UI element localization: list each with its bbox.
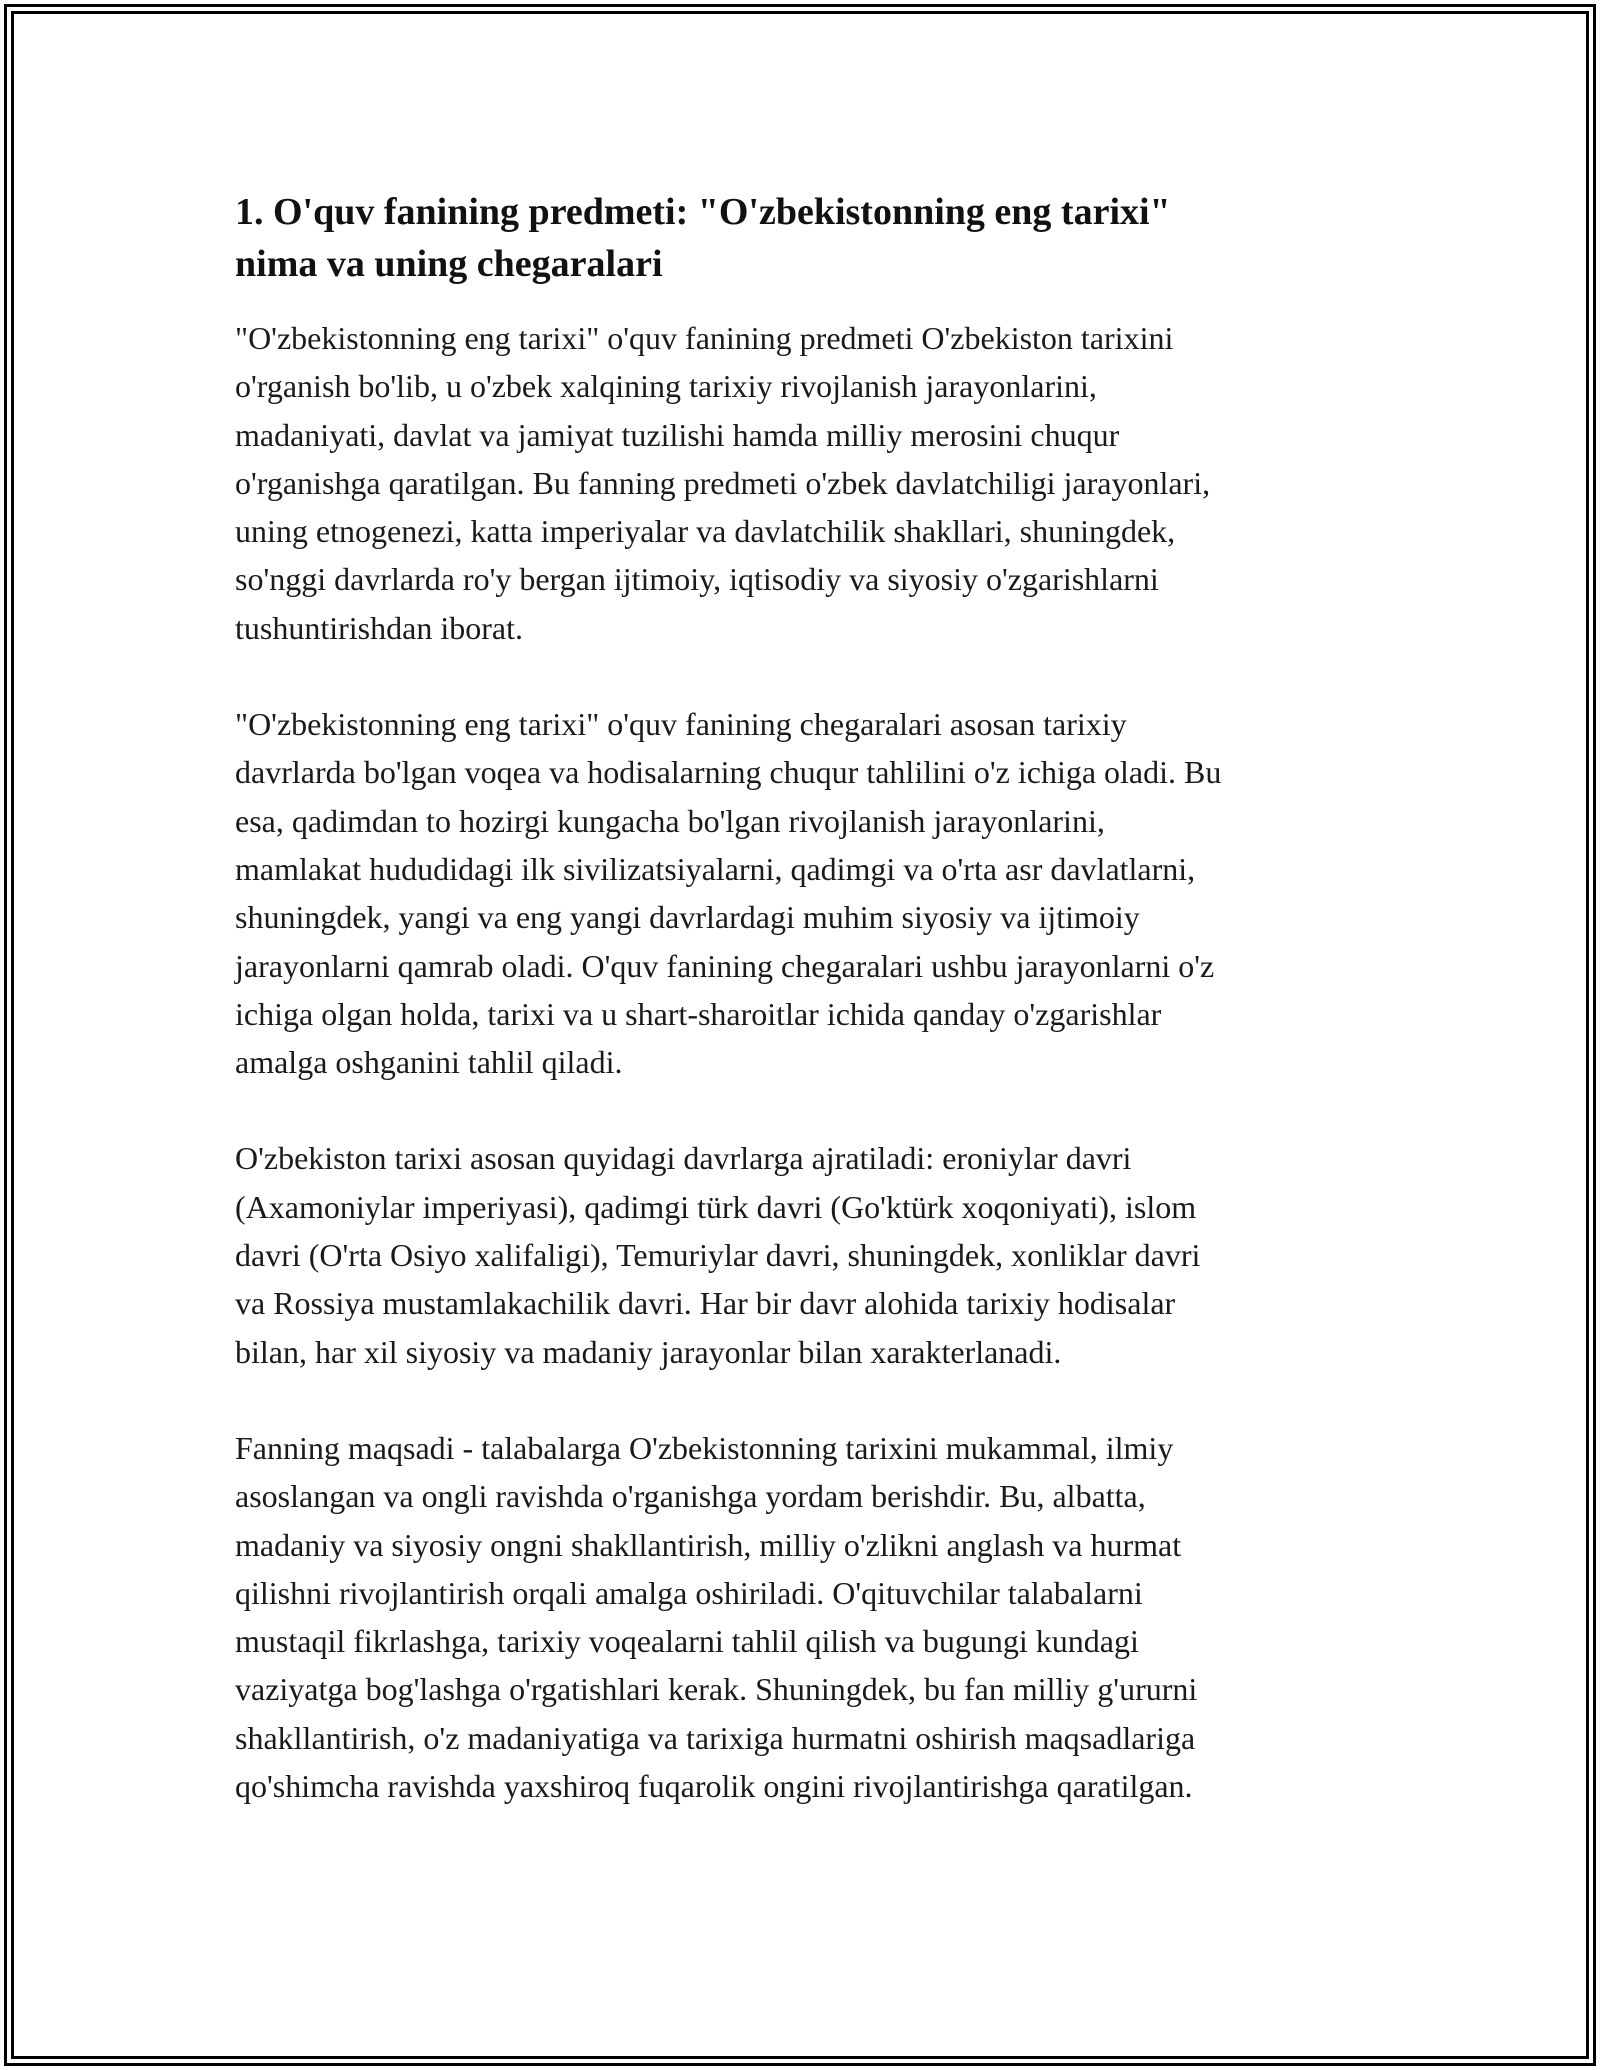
text-line: va Rossiya mustamlakachilik davri. Har bir davr alohida tarixiy hodisalar xyxy=(235,1285,1176,1322)
paragraph-boundaries xyxy=(235,700,1375,1086)
text-line: "O'zbekistonning eng tarixi" o'quv fanining chegaralari asosan tarixiy xyxy=(235,706,1127,743)
text-line: shuningdek, yangi va eng yangi davrlardagi muhim siyosiy va ijtimoiy xyxy=(235,899,1140,936)
text-line: uning etnogenezi, katta imperiyalar va davlatchilik shakllari, shuningdek, xyxy=(235,513,1176,550)
paragraph-goal xyxy=(235,1424,1375,1810)
document-body xyxy=(235,186,1375,1810)
text-line: Fanning maqsadi - talabalarga O'zbekistonning tarixini mukammal, ilmiy xyxy=(235,1429,1174,1466)
text-line: madaniyati, davlat va jamiyat tuzilishi hamda milliy merosini chuqur xyxy=(235,416,1120,453)
text-line: o'rganish bo'lib, u o'zbek xalqining tarixiy rivojlanish jarayonlarini, xyxy=(235,368,1097,405)
paragraph-periods xyxy=(235,1134,1375,1375)
text-line: O'zbekiston tarixi asosan quyidagi davrlarga ajratiladi: eroniylar davri xyxy=(235,1140,1132,1177)
text-line: shakllantirish, o'z madaniyatiga va tarixiga hurmatni oshirish maqsadlariga xyxy=(235,1719,1196,1756)
section-title-line: 1. O'quv fanining predmeti: "O'zbekistonning eng tarixi" xyxy=(235,191,1171,233)
text-line: davrlarda bo'lgan voqea va hodisalarning chuqur tahlilini o'z ichiga oladi. Bu xyxy=(235,754,1222,791)
text-line: tushuntirishdan iborat. xyxy=(235,609,523,646)
text-line: madaniy va siyosiy ongni shakllantirish, milliy o'zlikni anglash va hurmat xyxy=(235,1526,1182,1563)
text-line: mustaqil fikrlashga, tarixiy voqealarni tahlil qilish va bugungi kundagi xyxy=(235,1623,1139,1660)
text-line: vaziyatga bog'lashga o'rgatishlari kerak. Shuningdek, bu fan milliy g'ururni xyxy=(235,1671,1198,1708)
text-line: "O'zbekistonning eng tarixi" o'quv fanining predmeti O'zbekiston tarixini xyxy=(235,320,1174,356)
section-title-line: nima va uning chegaralari xyxy=(235,243,663,285)
text-line: jarayonlarni qamrab oladi. O'quv fanining chegaralari ushbu jarayonlarni o'z xyxy=(235,947,1215,984)
section-title xyxy=(235,186,1375,290)
text-line: mamlakat hududidagi ilk sivilizatsiyalarni, qadimgi va o'rta asr davlatlarni, xyxy=(235,850,1196,887)
text-line: amalga oshganini tahlil qiladi. xyxy=(235,1044,623,1081)
text-line: ichiga olgan holda, tarixi va u shart-sharoitlar ichida qanday o'zgarishlar xyxy=(235,995,1162,1032)
text-line: davri (O'rta Osiyo xalifaligi), Temuriylar davri, shuningdek, xonliklar davri xyxy=(235,1237,1201,1274)
text-line: o'rganishga qaratilgan. Bu fanning predmeti o'zbek davlatchiligi jarayonlari, xyxy=(235,464,1211,501)
text-line: qo'shimcha ravishda yaxshiroq fuqarolik ongini rivojlantirishga qaratilgan. xyxy=(235,1768,1193,1805)
text-line: asoslangan va ongli ravishda o'rganishga yordam berishdir. Bu, albatta, xyxy=(235,1478,1146,1515)
text-line: esa, qadimdan to hozirgi kungacha bo'lgan rivojlanish jarayonlarini, xyxy=(235,802,1105,839)
text-line: (Axamoniylar imperiyasi), qadimgi türk davri (Go'ktürk xoqoniyati), islom xyxy=(235,1188,1197,1225)
text-line: qilishni rivojlantirish orqali amalga oshiriladi. O'qituvchilar talabalarni xyxy=(235,1574,1143,1611)
text-line: so'nggi davrlarda ro'y bergan ijtimoiy, iqtisodiy va siyosiy o'zgarishlarni xyxy=(235,561,1159,598)
text-line: bilan, har xil siyosiy va madaniy jarayonlar bilan xarakterlanadi. xyxy=(235,1333,1062,1370)
paragraph-subject xyxy=(235,314,1375,652)
